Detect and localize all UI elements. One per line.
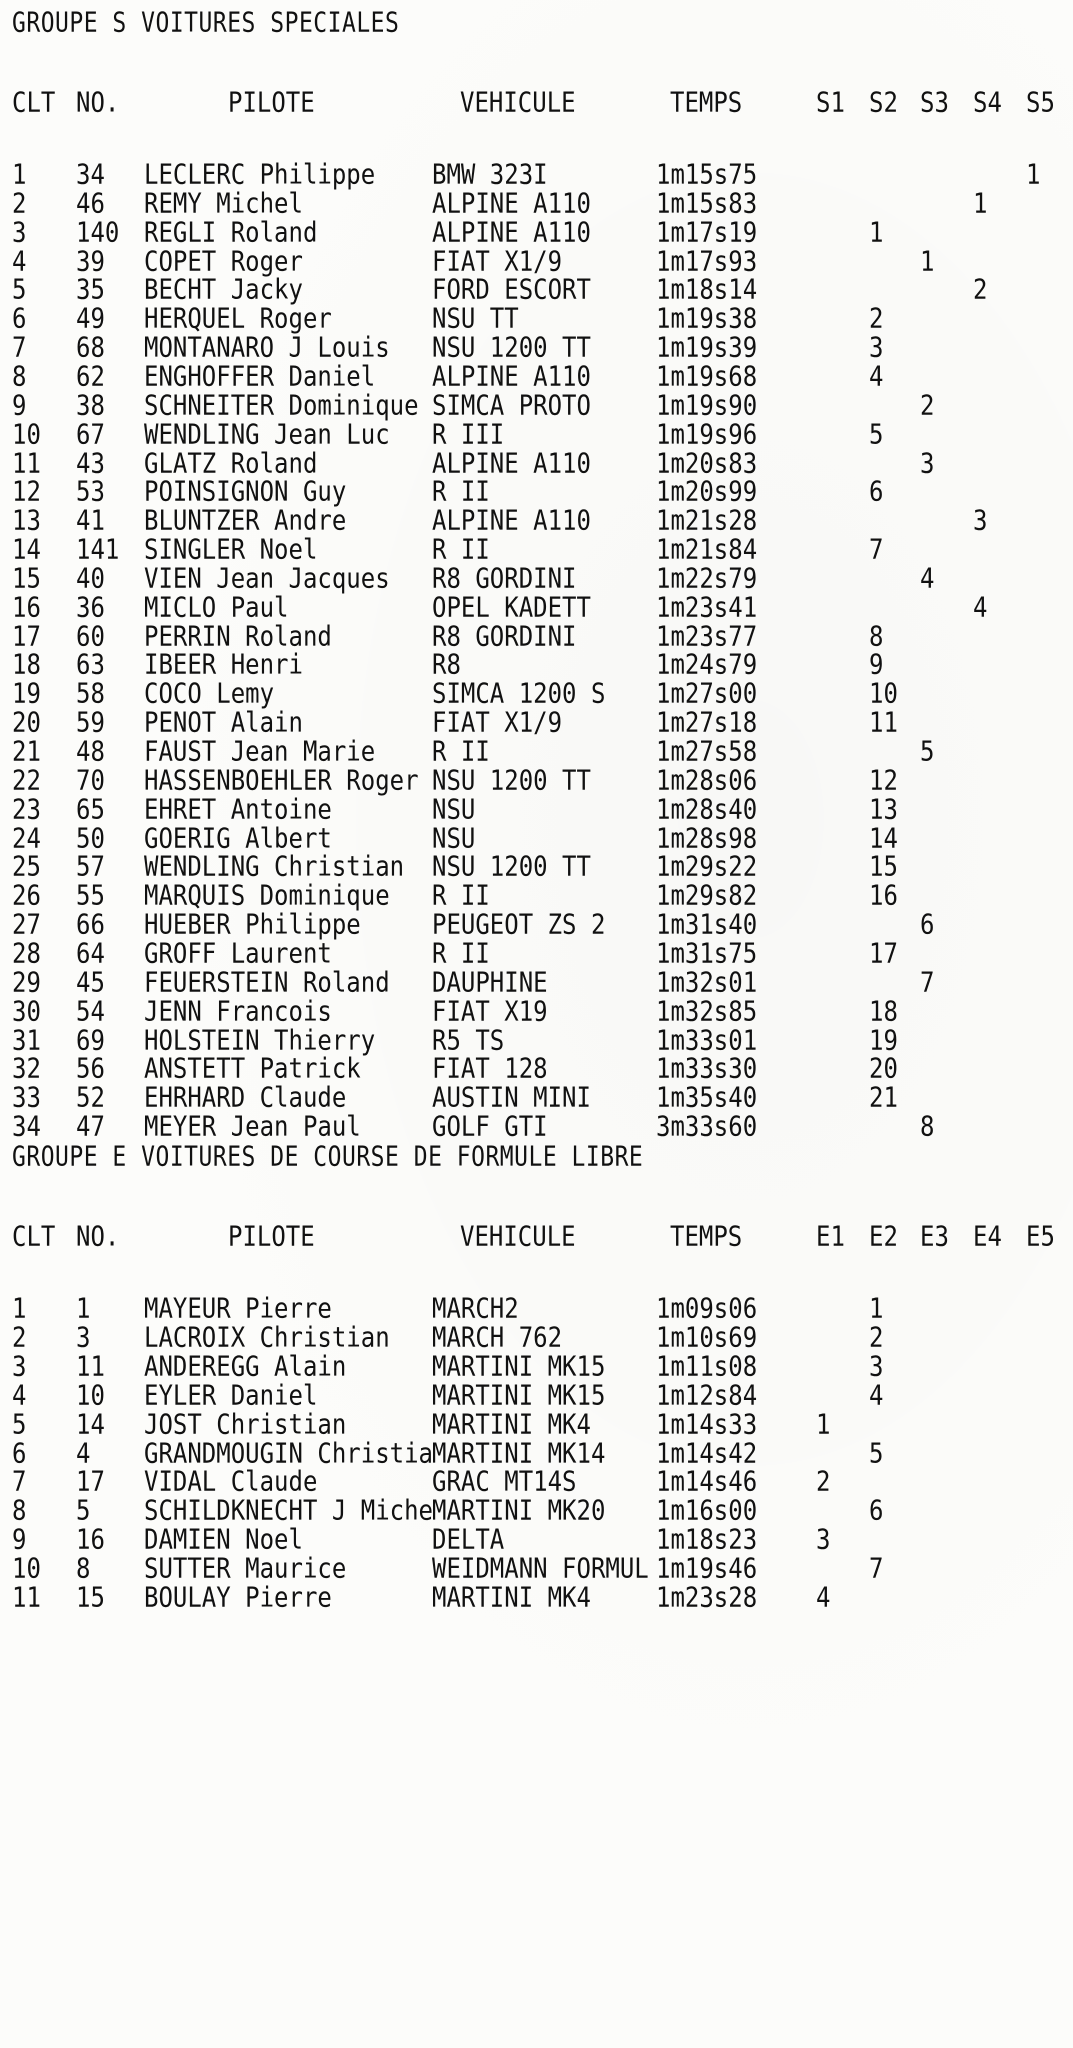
- cell-col3: 4: [920, 561, 935, 595]
- cell-col4: 3: [973, 504, 988, 537]
- cell-temps: 1m24s79: [656, 648, 758, 681]
- cell-pilote: BECHT Jacky: [144, 273, 303, 306]
- cell-no: 17: [76, 1465, 105, 1498]
- column-header-no: NO.: [76, 1220, 120, 1253]
- cell-no: 62: [76, 359, 105, 393]
- column-header-col1: S1: [816, 86, 845, 119]
- cell-vehicule: FIAT X1/9: [432, 706, 563, 739]
- cell-clt: 25: [12, 850, 41, 883]
- cell-temps: 3m33s60: [656, 1110, 758, 1143]
- cell-temps: 1m14s46: [656, 1465, 758, 1498]
- cell-no: 59: [76, 706, 105, 739]
- cell-col2: 16: [869, 879, 898, 912]
- cell-pilote: HUEBER Philippe: [144, 908, 361, 941]
- cell-temps: 1m19s39: [656, 331, 758, 364]
- cell-vehicule: MARTINI MK20: [432, 1494, 606, 1527]
- cell-no: 53: [76, 475, 105, 508]
- cell-pilote: FAUST Jean Marie: [144, 735, 376, 768]
- cell-clt: 1: [12, 1292, 27, 1325]
- cell-no: 55: [76, 879, 105, 912]
- section-title: GROUPE S VOITURES SPECIALES: [12, 8, 400, 39]
- section-title: GROUPE E VOITURES DE COURSE DE FORMULE LIBRE: [12, 1142, 644, 1173]
- cell-temps: 1m23s77: [656, 619, 758, 652]
- cell-no: 56: [76, 1052, 105, 1085]
- cell-temps: 1m21s28: [656, 504, 758, 537]
- cell-vehicule: DELTA: [432, 1523, 505, 1556]
- cell-temps: 1m31s75: [656, 936, 758, 970]
- cell-vehicule: MARTINI MK15: [432, 1349, 606, 1382]
- cell-no: 15: [76, 1581, 105, 1614]
- cell-pilote: DAMIEN Noel: [144, 1523, 303, 1556]
- cell-col2: 6: [869, 1494, 884, 1527]
- cell-clt: 34: [12, 1110, 41, 1143]
- cell-temps: 1m31s40: [656, 908, 758, 941]
- cell-col2: 21: [869, 1081, 898, 1114]
- cell-clt: 14: [12, 533, 41, 566]
- cell-col2: 1: [869, 215, 884, 248]
- cell-vehicule: GRAC MT14S: [432, 1465, 577, 1498]
- cell-clt: 8: [12, 359, 27, 393]
- cell-col3: 3: [920, 446, 935, 479]
- cell-clt: 18: [12, 648, 41, 681]
- cell-no: 141: [76, 533, 120, 566]
- cell-temps: 1m19s90: [656, 388, 758, 421]
- cell-no: 52: [76, 1081, 105, 1114]
- column-header-clt: CLT: [12, 1220, 56, 1253]
- cell-clt: 9: [12, 1523, 27, 1556]
- cell-clt: 15: [12, 561, 41, 595]
- cell-col2: 2: [869, 1320, 884, 1354]
- cell-vehicule: ALPINE A110: [432, 186, 591, 220]
- cell-no: 50: [76, 821, 105, 854]
- cell-col2: 1: [869, 1292, 884, 1325]
- cell-clt: 2: [12, 186, 27, 220]
- cell-clt: 4: [12, 1378, 27, 1411]
- cell-clt: 24: [12, 821, 41, 854]
- cell-pilote: SINGLER Noel: [144, 533, 318, 566]
- cell-pilote: MONTANARO J Louis: [144, 331, 390, 364]
- cell-pilote: LACROIX Christian: [144, 1320, 390, 1354]
- cell-col2: 9: [869, 648, 884, 681]
- cell-temps: 1m10s69: [656, 1320, 758, 1354]
- cell-no: 4: [76, 1436, 91, 1469]
- cell-col2: 4: [869, 359, 884, 393]
- cell-no: 49: [76, 302, 105, 335]
- cell-clt: 21: [12, 735, 41, 768]
- cell-pilote: PERRIN Roland: [144, 619, 332, 652]
- cell-clt: 32: [12, 1052, 41, 1085]
- cell-no: 57: [76, 850, 105, 883]
- cell-clt: 16: [12, 590, 41, 623]
- cell-clt: 5: [12, 1407, 27, 1440]
- cell-col2: 2: [869, 302, 884, 335]
- cell-col3: 8: [920, 1110, 935, 1143]
- cell-clt: 10: [12, 1552, 41, 1585]
- table-row: [0, 1110, 1073, 1146]
- cell-vehicule: SIMCA 1200 S: [432, 677, 606, 710]
- table-header-row: [0, 86, 1073, 122]
- cell-vehicule: WEIDMANN FORMUL: [432, 1552, 649, 1585]
- cell-clt: 19: [12, 677, 41, 710]
- cell-pilote: COPET Roger: [144, 244, 303, 277]
- column-header-pilote: PILOTE: [228, 1220, 315, 1253]
- cell-temps: 1m29s82: [656, 879, 758, 912]
- column-header-col2: S2: [869, 86, 898, 119]
- cell-clt: 6: [12, 1436, 27, 1469]
- cell-clt: 28: [12, 936, 41, 970]
- cell-col2: 8: [869, 619, 884, 652]
- cell-col2: 3: [869, 1349, 884, 1382]
- cell-vehicule: MARTINI MK4: [432, 1581, 591, 1614]
- cell-no: 67: [76, 417, 105, 450]
- cell-temps: 1m27s18: [656, 706, 758, 739]
- cell-clt: 8: [12, 1494, 27, 1527]
- cell-temps: 1m14s33: [656, 1407, 758, 1440]
- cell-no: 36: [76, 590, 105, 623]
- column-header-col1: E1: [816, 1220, 845, 1253]
- cell-pilote: MICLO Paul: [144, 590, 289, 623]
- cell-col5: 1: [1026, 158, 1041, 191]
- cell-no: 14: [76, 1407, 105, 1440]
- cell-vehicule: R II: [432, 879, 490, 912]
- cell-vehicule: ALPINE A110: [432, 504, 591, 537]
- cell-vehicule: R II: [432, 475, 490, 508]
- cell-temps: 1m19s68: [656, 359, 758, 393]
- cell-pilote: HOLSTEIN Thierry: [144, 1023, 376, 1056]
- cell-vehicule: FIAT 128: [432, 1052, 548, 1085]
- cell-vehicule: R8 GORDINI: [432, 561, 577, 595]
- cell-pilote: SCHNEITER Dominique: [144, 388, 419, 421]
- cell-pilote: WENDLING Jean Luc: [144, 417, 390, 450]
- cell-pilote: MAYEUR Pierre: [144, 1292, 332, 1325]
- column-header-col3: E3: [920, 1220, 949, 1253]
- cell-clt: 11: [12, 1581, 41, 1614]
- cell-vehicule: MARTINI MK4: [432, 1407, 591, 1440]
- cell-pilote: SCHILDKNECHT J Miche: [144, 1494, 433, 1527]
- column-header-temps: TEMPS: [670, 1220, 743, 1253]
- cell-temps: 1m14s42: [656, 1436, 758, 1469]
- cell-col2: 18: [869, 994, 898, 1027]
- cell-clt: 7: [12, 331, 27, 364]
- cell-pilote: HASSENBOEHLER Roger: [144, 763, 419, 797]
- cell-no: 47: [76, 1110, 105, 1143]
- cell-pilote: MEYER Jean Paul: [144, 1110, 361, 1143]
- cell-temps: 1m28s40: [656, 792, 758, 825]
- cell-temps: 1m15s83: [656, 186, 758, 220]
- cell-vehicule: PEUGEOT ZS 2: [432, 908, 606, 941]
- cell-temps: 1m33s01: [656, 1023, 758, 1056]
- cell-col1: 2: [816, 1465, 831, 1498]
- cell-pilote: VIEN Jean Jacques: [144, 561, 390, 595]
- column-header-vehicule: VEHICULE: [460, 86, 576, 119]
- cell-clt: 20: [12, 706, 41, 739]
- cell-col3: 6: [920, 908, 935, 941]
- cell-pilote: POINSIGNON Guy: [144, 475, 347, 508]
- cell-temps: 1m21s84: [656, 533, 758, 566]
- cell-clt: 30: [12, 994, 41, 1027]
- cell-temps: 1m17s19: [656, 215, 758, 248]
- cell-col2: 12: [869, 763, 898, 797]
- cell-clt: 22: [12, 763, 41, 797]
- cell-col2: 19: [869, 1023, 898, 1056]
- cell-vehicule: NSU 1200 TT: [432, 763, 591, 797]
- cell-pilote: REGLI Roland: [144, 215, 318, 248]
- cell-no: 1: [76, 1292, 91, 1325]
- column-header-clt: CLT: [12, 86, 56, 119]
- cell-vehicule: MARTINI MK15: [432, 1378, 606, 1411]
- cell-col2: 17: [869, 936, 898, 970]
- cell-col1: 1: [816, 1407, 831, 1440]
- cell-pilote: GOERIG Albert: [144, 821, 332, 854]
- cell-vehicule: MARCH2: [432, 1292, 519, 1325]
- cell-clt: 33: [12, 1081, 41, 1114]
- cell-vehicule: NSU 1200 TT: [432, 331, 591, 364]
- cell-temps: 1m32s85: [656, 994, 758, 1027]
- cell-temps: 1m18s14: [656, 273, 758, 306]
- cell-pilote: WENDLING Christian: [144, 850, 405, 883]
- cell-temps: 1m18s23: [656, 1523, 758, 1556]
- cell-col4: 1: [973, 186, 988, 220]
- cell-pilote: BLUNTZER Andre: [144, 504, 347, 537]
- cell-no: 39: [76, 244, 105, 277]
- cell-no: 63: [76, 648, 105, 681]
- cell-pilote: JENN Francois: [144, 994, 332, 1027]
- cell-no: 11: [76, 1349, 105, 1382]
- cell-no: 41: [76, 504, 105, 537]
- cell-no: 140: [76, 215, 120, 248]
- cell-col4: 4: [973, 590, 988, 623]
- cell-vehicule: R II: [432, 533, 490, 566]
- cell-temps: 1m35s40: [656, 1081, 758, 1114]
- cell-col3: 5: [920, 735, 935, 768]
- cell-temps: 1m19s96: [656, 417, 758, 450]
- cell-no: 38: [76, 388, 105, 421]
- cell-clt: 12: [12, 475, 41, 508]
- cell-col1: 4: [816, 1581, 831, 1614]
- column-header-col5: S5: [1026, 86, 1055, 119]
- cell-pilote: ANDEREGG Alain: [144, 1349, 347, 1382]
- cell-temps: 1m17s93: [656, 244, 758, 277]
- cell-temps: 1m11s08: [656, 1349, 758, 1382]
- cell-col4: 2: [973, 273, 988, 306]
- cell-col2: 5: [869, 1436, 884, 1469]
- cell-vehicule: R II: [432, 735, 490, 768]
- cell-clt: 23: [12, 792, 41, 825]
- cell-pilote: GRANDMOUGIN Christia: [144, 1436, 433, 1469]
- cell-no: 34: [76, 158, 105, 191]
- cell-pilote: EHRET Antoine: [144, 792, 332, 825]
- cell-clt: 2: [12, 1320, 27, 1354]
- column-header-col3: S3: [920, 86, 949, 119]
- cell-temps: 1m33s30: [656, 1052, 758, 1085]
- cell-col2: 10: [869, 677, 898, 710]
- cell-temps: 1m29s22: [656, 850, 758, 883]
- cell-temps: 1m19s46: [656, 1552, 758, 1585]
- cell-no: 35: [76, 273, 105, 306]
- cell-pilote: BOULAY Pierre: [144, 1581, 332, 1614]
- cell-no: 64: [76, 936, 105, 970]
- cell-no: 45: [76, 965, 105, 998]
- cell-vehicule: R5 TS: [432, 1023, 505, 1056]
- cell-clt: 9: [12, 388, 27, 421]
- cell-clt: 3: [12, 215, 27, 248]
- cell-no: 10: [76, 1378, 105, 1411]
- cell-no: 5: [76, 1494, 91, 1527]
- cell-pilote: GROFF Laurent: [144, 936, 332, 970]
- cell-temps: 1m23s41: [656, 590, 758, 623]
- cell-clt: 6: [12, 302, 27, 335]
- cell-no: 8: [76, 1552, 91, 1585]
- cell-col2: 20: [869, 1052, 898, 1085]
- cell-col2: 7: [869, 1552, 884, 1585]
- cell-col2: 11: [869, 706, 898, 739]
- cell-temps: 1m27s00: [656, 677, 758, 710]
- cell-pilote: GLATZ Roland: [144, 446, 318, 479]
- cell-clt: 1: [12, 158, 27, 191]
- cell-no: 60: [76, 619, 105, 652]
- cell-pilote: EHRHARD Claude: [144, 1081, 347, 1114]
- cell-pilote: VIDAL Claude: [144, 1465, 318, 1498]
- column-header-temps: TEMPS: [670, 86, 743, 119]
- cell-clt: 5: [12, 273, 27, 306]
- cell-temps: 1m12s84: [656, 1378, 758, 1411]
- cell-temps: 1m28s06: [656, 763, 758, 797]
- cell-col3: 7: [920, 965, 935, 998]
- cell-clt: 27: [12, 908, 41, 941]
- cell-vehicule: NSU: [432, 792, 476, 825]
- cell-vehicule: AUSTIN MINI: [432, 1081, 591, 1114]
- cell-pilote: JOST Christian: [144, 1407, 347, 1440]
- cell-clt: 4: [12, 244, 27, 277]
- cell-col3: 1: [920, 244, 935, 277]
- cell-clt: 13: [12, 504, 41, 537]
- cell-vehicule: BMW 323I: [432, 158, 548, 191]
- cell-no: 66: [76, 908, 105, 941]
- cell-col2: 14: [869, 821, 898, 854]
- cell-vehicule: DAUPHINE: [432, 965, 548, 998]
- table-row: [0, 1581, 1073, 1617]
- cell-pilote: IBEER Henri: [144, 648, 303, 681]
- cell-vehicule: ALPINE A110: [432, 359, 591, 393]
- cell-no: 16: [76, 1523, 105, 1556]
- cell-vehicule: FIAT X19: [432, 994, 548, 1027]
- cell-vehicule: OPEL KADETT: [432, 590, 591, 623]
- cell-temps: 1m20s99: [656, 475, 758, 508]
- cell-clt: 10: [12, 417, 41, 450]
- cell-temps: 1m16s00: [656, 1494, 758, 1527]
- cell-pilote: EYLER Daniel: [144, 1378, 318, 1411]
- cell-no: 70: [76, 763, 105, 797]
- cell-clt: 31: [12, 1023, 41, 1056]
- cell-vehicule: MARTINI MK14: [432, 1436, 606, 1469]
- cell-no: 58: [76, 677, 105, 710]
- cell-temps: 1m32s01: [656, 965, 758, 998]
- cell-no: 48: [76, 735, 105, 768]
- column-header-vehicule: VEHICULE: [460, 1220, 576, 1253]
- cell-pilote: PENOT Alain: [144, 706, 303, 739]
- cell-pilote: SUTTER Maurice: [144, 1552, 347, 1585]
- cell-no: 54: [76, 994, 105, 1027]
- cell-vehicule: FIAT X1/9: [432, 244, 563, 277]
- cell-pilote: REMY Michel: [144, 186, 303, 220]
- cell-pilote: HERQUEL Roger: [144, 302, 332, 335]
- cell-clt: 29: [12, 965, 41, 998]
- cell-vehicule: ALPINE A110: [432, 215, 591, 248]
- cell-vehicule: R8: [432, 648, 461, 681]
- cell-vehicule: R III: [432, 417, 505, 450]
- cell-temps: 1m19s38: [656, 302, 758, 335]
- cell-pilote: FEUERSTEIN Roland: [144, 965, 390, 998]
- table-header-row: [0, 1220, 1073, 1256]
- cell-clt: 17: [12, 619, 41, 652]
- cell-no: 46: [76, 186, 105, 220]
- column-header-col5: E5: [1026, 1220, 1055, 1253]
- cell-vehicule: R8 GORDINI: [432, 619, 577, 652]
- cell-pilote: ENGHOFFER Daniel: [144, 359, 376, 393]
- cell-col2: 3: [869, 331, 884, 364]
- cell-no: 43: [76, 446, 105, 479]
- cell-no: 68: [76, 331, 105, 364]
- cell-no: 40: [76, 561, 105, 595]
- cell-vehicule: NSU: [432, 821, 476, 854]
- cell-vehicule: ALPINE A110: [432, 446, 591, 479]
- cell-col2: 6: [869, 475, 884, 508]
- column-header-pilote: PILOTE: [228, 86, 315, 119]
- cell-pilote: LECLERC Philippe: [144, 158, 376, 191]
- column-header-col4: E4: [973, 1220, 1002, 1253]
- cell-temps: 1m09s06: [656, 1292, 758, 1325]
- cell-no: 3: [76, 1320, 91, 1354]
- cell-col1: 3: [816, 1523, 831, 1556]
- cell-no: 65: [76, 792, 105, 825]
- column-header-col2: E2: [869, 1220, 898, 1253]
- cell-clt: 3: [12, 1349, 27, 1382]
- cell-clt: 26: [12, 879, 41, 912]
- cell-col2: 7: [869, 533, 884, 566]
- cell-vehicule: NSU TT: [432, 302, 519, 335]
- cell-pilote: ANSTETT Patrick: [144, 1052, 361, 1085]
- cell-temps: 1m20s83: [656, 446, 758, 479]
- cell-col2: 5: [869, 417, 884, 450]
- cell-col2: 13: [869, 792, 898, 825]
- cell-pilote: COCO Lemy: [144, 677, 275, 710]
- column-header-col4: S4: [973, 86, 1002, 119]
- cell-vehicule: R II: [432, 936, 490, 970]
- cell-vehicule: FORD ESCORT: [432, 273, 591, 306]
- cell-temps: 1m27s58: [656, 735, 758, 768]
- cell-vehicule: MARCH 762: [432, 1320, 563, 1354]
- cell-temps: 1m28s98: [656, 821, 758, 854]
- cell-vehicule: SIMCA PROTO: [432, 388, 591, 421]
- cell-col2: 4: [869, 1378, 884, 1411]
- cell-temps: 1m15s75: [656, 158, 758, 191]
- cell-temps: 1m23s28: [656, 1581, 758, 1614]
- cell-temps: 1m22s79: [656, 561, 758, 595]
- column-header-no: NO.: [76, 86, 120, 119]
- cell-col2: 15: [869, 850, 898, 883]
- cell-clt: 11: [12, 446, 41, 479]
- cell-col3: 2: [920, 388, 935, 421]
- cell-pilote: MARQUIS Dominique: [144, 879, 390, 912]
- cell-vehicule: NSU 1200 TT: [432, 850, 591, 883]
- cell-vehicule: GOLF GTI: [432, 1110, 548, 1143]
- cell-clt: 7: [12, 1465, 27, 1498]
- cell-no: 69: [76, 1023, 105, 1056]
